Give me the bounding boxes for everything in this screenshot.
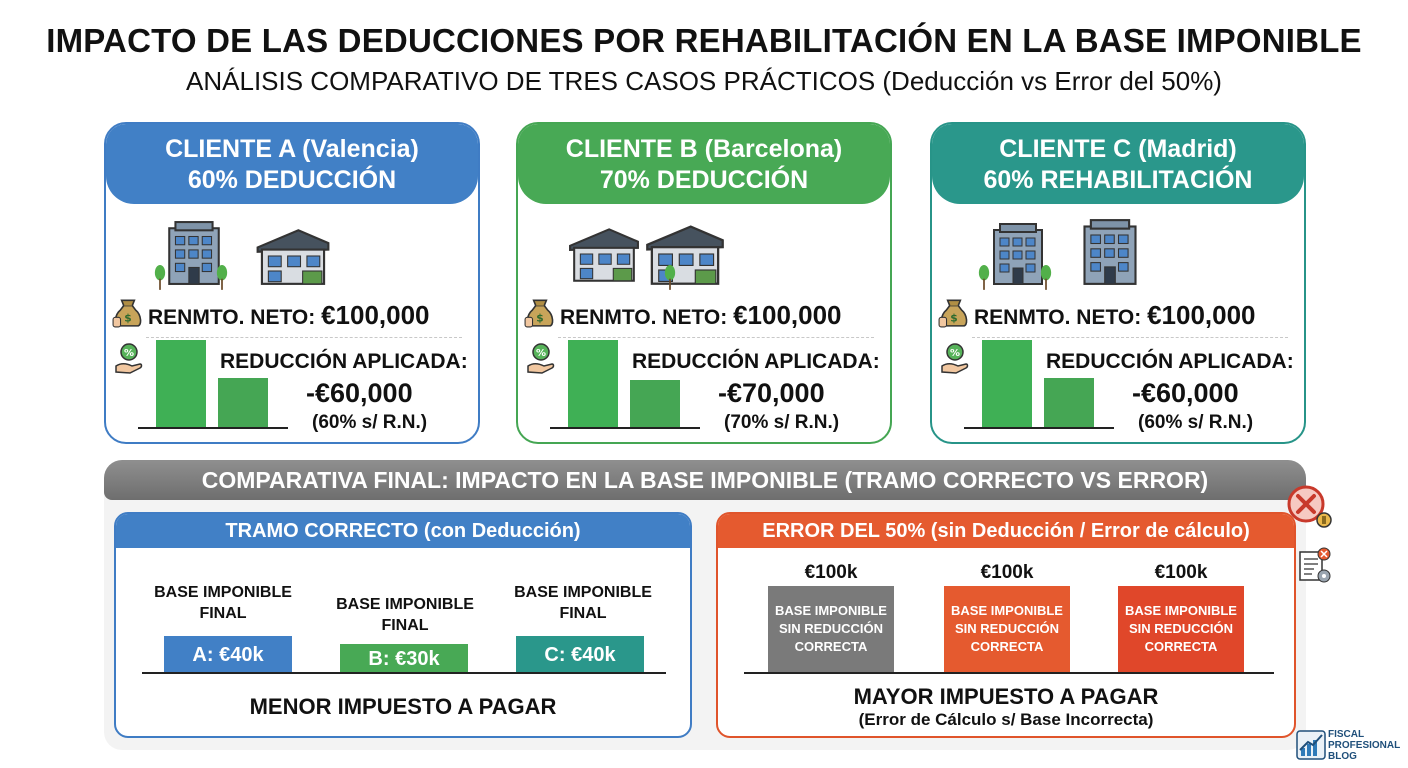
final-base-label-line1: BASE IMPONIBLE <box>336 596 474 613</box>
reduction-label: REDUCCIÓN APLICADA: <box>220 350 468 373</box>
higher-tax-note: (Error de Cálculo s/ Base Incorrecta) <box>858 710 1154 729</box>
bar-net-income <box>156 340 206 428</box>
client-card-a <box>104 122 480 444</box>
net-income-label: RENMTO. NETO: <box>560 306 728 329</box>
box-line: SIN REDUCCIÓN <box>778 621 883 636</box>
buildings-illustration <box>106 218 478 288</box>
net-income-label: RENMTO. NETO: <box>974 306 1142 329</box>
client-card-header <box>106 124 478 204</box>
error-x-icon <box>1284 484 1336 530</box>
bars-baseline <box>550 427 700 429</box>
reduction-value: -€60,000 <box>1132 378 1239 408</box>
client-card-header <box>518 124 890 204</box>
error-value: €100k <box>1154 562 1208 583</box>
bar-net-income <box>982 340 1032 428</box>
apartment-building-icon <box>164 220 224 286</box>
box-line: CORRECTA <box>794 639 868 654</box>
client-card-header <box>932 124 1304 204</box>
client-name: CLIENTE A (Valencia) <box>165 135 419 163</box>
lower-tax-message: MENOR IMPUESTO A PAGAR <box>249 694 557 719</box>
net-income-value: €100,000 <box>321 300 430 330</box>
box-line: CORRECTA <box>1144 639 1218 654</box>
chart-baseline <box>142 672 666 674</box>
final-base-bar-a: A: €40k <box>164 636 292 672</box>
final-base-label-line2: FINAL <box>559 605 607 622</box>
final-base-label-line1: BASE IMPONIBLE <box>514 584 652 601</box>
box-line: SIN REDUCCIÓN <box>954 621 1059 636</box>
final-base-label-line2: FINAL <box>381 617 429 634</box>
tree-icon <box>216 264 228 290</box>
client-name: CLIENTE C (Madrid) <box>999 135 1237 163</box>
client-card-c <box>930 122 1306 444</box>
box-line: CORRECTA <box>970 639 1044 654</box>
error-value: €100k <box>804 562 858 583</box>
reduction-label: REDUCCIÓN APLICADA: <box>632 350 880 373</box>
client-card-b <box>516 122 892 444</box>
bar-after-reduction <box>630 380 680 428</box>
bars-baseline <box>138 427 288 429</box>
document-error-icon <box>1296 546 1336 584</box>
final-base-label-line2: FINAL <box>199 605 247 622</box>
logo-line1: FISCAL <box>1328 729 1365 740</box>
buildings-illustration <box>518 218 890 288</box>
final-base-label-line1: BASE IMPONIBLE <box>154 584 292 601</box>
base-without-reduction-box <box>768 586 894 672</box>
money-bag-icon <box>938 296 970 328</box>
net-income-label: RENMTO. NETO: <box>148 306 316 329</box>
final-base-label <box>138 582 308 624</box>
reduction-note: (60% s/ R.N.) <box>312 412 428 433</box>
logo-line2: PROFESIONAL <box>1328 740 1401 751</box>
correct-bracket-panel <box>114 512 692 738</box>
reduction-note: (70% s/ R.N.) <box>724 412 840 433</box>
tree-icon <box>664 264 676 290</box>
money-bag-icon <box>524 296 556 328</box>
box-line: SIN REDUCCIÓN <box>1128 621 1233 636</box>
correct-bracket-title: TRAMO CORRECTO (con Deducción) <box>116 514 690 548</box>
reduction-value: -€70,000 <box>718 378 825 408</box>
house-icon <box>568 222 640 286</box>
main-title: IMPACTO DE LAS DEDUCCIONES POR REHABILITACIÓN EN LA BASE IMPONIBLE <box>46 22 1362 59</box>
money-bag-icon <box>112 296 144 328</box>
final-base-bar-c: C: €40k <box>516 636 644 672</box>
box-line: BASE IMPONIBLE <box>951 603 1063 618</box>
client-name: CLIENTE B (Barcelona) <box>565 135 843 163</box>
buildings-illustration <box>932 218 1304 288</box>
reduction-value: -€60,000 <box>306 378 413 408</box>
apartment-building-icon <box>1078 218 1142 286</box>
base-without-reduction-box <box>1118 586 1244 672</box>
error-value: €100k <box>980 562 1034 583</box>
bar-after-reduction <box>218 378 268 428</box>
reduction-label: REDUCCIÓN APLICADA: <box>1046 350 1294 373</box>
chart-baseline <box>744 672 1274 674</box>
error-title: ERROR DEL 50% (sin Deducción / Error de cálculo) <box>718 514 1294 548</box>
comparison-title: COMPARATIVA FINAL: IMPACTO EN LA BASE IMPONIBLE (TRAMO CORRECTO VS ERROR) <box>104 460 1306 500</box>
house-icon <box>644 222 726 286</box>
house-icon <box>252 226 334 286</box>
client-deduction: 60% REHABILITACIÓN <box>983 166 1253 194</box>
net-income-value: €100,000 <box>733 300 842 330</box>
box-line: BASE IMPONIBLE <box>1125 603 1237 618</box>
fiscal-profesional-blog-logo <box>1296 726 1406 766</box>
subtitle: ANÁLISIS COMPARATIVO DE TRES CASOS PRÁCTICOS (Deducción vs Error del 50%) <box>186 66 1222 96</box>
net-income-value: €100,000 <box>1147 300 1256 330</box>
logo-line3: BLOG <box>1328 751 1357 762</box>
bar-net-income <box>568 340 618 428</box>
base-without-reduction-box <box>944 586 1070 672</box>
final-base-label <box>320 594 490 636</box>
bar-after-reduction <box>1044 378 1094 428</box>
bars-baseline <box>964 427 1114 429</box>
final-base-label <box>498 582 668 624</box>
reduction-note: (60% s/ R.N.) <box>1138 412 1254 433</box>
box-line: BASE IMPONIBLE <box>775 603 887 618</box>
error-panel <box>716 512 1296 738</box>
client-deduction: 60% DEDUCCIÓN <box>187 166 397 194</box>
client-deduction: 70% DEDUCCIÓN <box>599 166 809 194</box>
higher-tax-message: MAYOR IMPUESTO A PAGAR <box>853 684 1159 709</box>
rising-chart-logo-icon <box>1296 730 1326 760</box>
final-base-bar-b: B: €30k <box>340 644 468 672</box>
tree-icon <box>1040 264 1052 290</box>
